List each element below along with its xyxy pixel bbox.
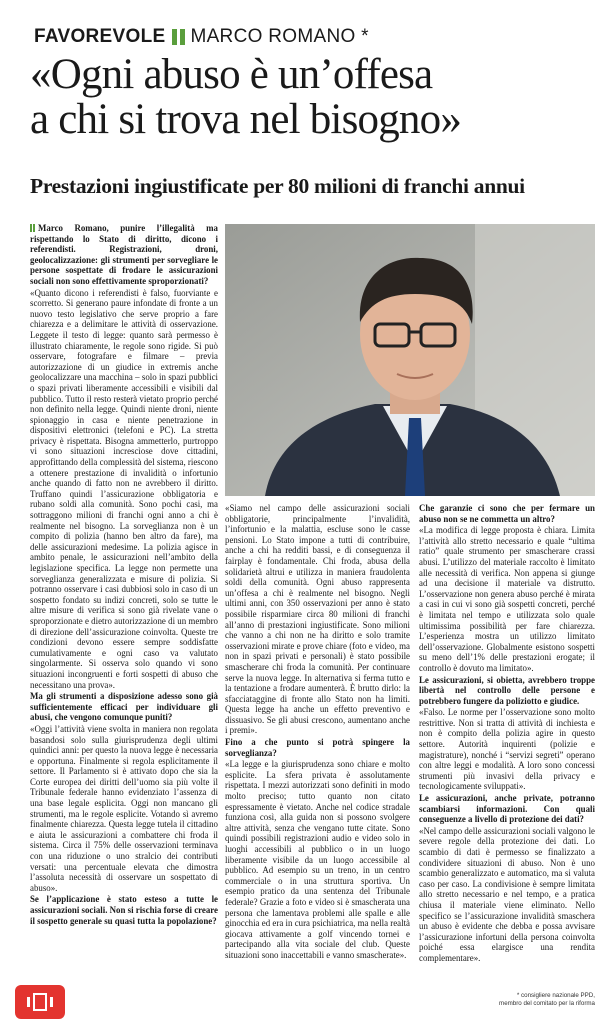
question-2: Ma gli strumenti a disposizione adesso sono già sufficientemente efficaci per individuare gli abusi, che vengono comunque puniti? — [30, 691, 218, 723]
intro-bars-icon — [30, 224, 35, 232]
author-photo — [225, 224, 595, 496]
answer-7: «Nel campo delle assicurazioni sociali valgono le severe regole della protezione dei dati. Lo scambio di dati è permesso se finalizzato a condividere situazioni di abuso. Non è uno scambio generalizzato e automatico, ma si valuta caso per caso. La condivisione è sempre limitata allo stretto necessario e nel tempo, e a pratica chiusa il materiale viene eliminato. Nello specifico se l’assicurazione invalidità smaschera un abuso è evidente che debba e possa avvisare l’assicurazione infortuni della persona coinvolta poiché essa elargisce una rendita complementare». — [419, 825, 595, 963]
article-kicker — [34, 26, 369, 48]
kicker-bars-icon — [172, 29, 185, 45]
question-4: Fino a che punto si potrà spingere la sorveglianza? — [225, 737, 410, 758]
article-column-1 — [30, 223, 218, 1008]
gallery-icon — [25, 992, 55, 1012]
answer-4: «La legge e la giurisprudenza sono chiare e molto esplicite. La sfera privata è assolutamente rispettata. I mezzi autorizzati sono definiti in modo molto preciso; tutto quanto non citato espressamente è vietato. Anche nel codice stradale funziona così, alla guida non si possono svolgere altre attività, senza che vengano tutte citate. Sono quindi possibili registrazioni audio e video solo in luoghi accessibili al pubblico o in un luogo liberamente visibile da un luogo accessibile al pubblico. Ad esempio su un treno, in un centro commerciale o in una struttura sportiva. Un esempio pratico da una sentenza del Tribunale federale? Grazie a foto e video si è smascherata una persona che lamentava problemi alle spalle e alle ginocchia ed era in cura psichiatrica, ma nella realtà giocava attivamente a golf vincendo tornei e partecipando alla vita sociale del club. Queste situazioni sono inaccettabili e vanno smascherate». — [225, 759, 410, 960]
author-name: MARCO ROMANO * — [190, 26, 369, 47]
headline — [30, 52, 590, 142]
article-column-2 — [225, 503, 410, 1013]
gallery-button[interactable] — [15, 985, 65, 1019]
article-column-3 — [419, 503, 595, 983]
headline-line-2: a chi si trova nel bisogno» — [30, 96, 462, 143]
answer-2: «Oggi l’attività viene svolta in maniera non regolata basandosi solo sulla giurisprudenza degli ultimi quindici anni: per questo la nuova legge è necessaria e opportuna. Finalmente si regola esplicitamente il settore. Il Parlamento si è attivato dopo che sia la Corte europea dei diritti dell’uomo sia più volte il Tribunale federale hanno evidenziato l’assenza di una base legale esplicita. Oggi non mancano gli strumenti, ma le regole esplicite. Votando sì avremo finalmente chiarezza. Questa legge tutela il cittadino e aiuta le assicurazioni a combattere chi froda il sistema. Circa il 75% delle osservazioni terminava con una riduzione o uno stralcio dei contributi versati: una percentuale elevata che dimostra l’assoluta necessità di osservare un sospettato di abuso». — [30, 723, 218, 893]
footnote-line-2: membro del comitato per la riforma — [499, 1000, 595, 1007]
answer-3: «Siamo nel campo delle assicurazioni sociali obbligatorie, principalmente l’invalidità, l’infortunio e la malattia, escluse sono le casse pensioni. Lo Stato impone a tutti di contribuire, anche a chi ha redditi bassi, e di conseguenza il fairplay è fondamentale. Chi froda, abusa della solidarietà altrui e utilizza in maniera fraudolenta soldi della comunità. Ogni abuso rappresenta un’offesa a chi è realmente nel bisogno. Negli ultimi anni, con 350 osservazioni per anno è stato possibile risparmiare circa 80 milioni di franchi all’anno di prestazioni ingiustificate. Sono milioni che vanno a chi non ne ha diritto e solo tramite osservazioni mirate e prove chiare (foto e video, ma non in spazi privati e personali) è stato possibile smascherare chi froda la comunità. Per continuare serve la nuova legge. In alternativa si ferma tutto e la tentazione a frodare aumenterà. È brutto dirlo: la sfacciataggine di fronte allo Stato non ha limiti. Questa legge ha anche un effetto preventivo e dissuasivo. Se gli abusi crescono, aumentano anche i premi». — [225, 503, 410, 736]
question-7: Le assicurazioni, anche private, potranno scambiarsi informazioni. Con quali conseguenze a livello di protezione dei dati? — [419, 793, 595, 825]
question-6: Le assicurazioni, si obietta, avrebbero troppe libertà nel controllo delle persone e potrebbero fungere da poliziotto e giudice. — [419, 674, 595, 706]
answer-6: «Falso. Le norme per l’osservazione sono molto restrittive. Non si tratta di attività di inchiesta e non è compito della polizia agire in questo settore. Autorità inquirenti (polizie e magistrature), nonché i “servizi segreti” operano con altre leggi e modalità. A loro sono concessi strumenti più invasivi della privacy e tecnologicamente sviluppati». — [419, 707, 595, 792]
question-5: Che garanzie ci sono che per fermare un abuso non se ne commetta un altro? — [419, 503, 595, 524]
answer-1: «Quanto dicono i referendisti è falso, fuorviante e scorretto. Si generano paure infondate di fronte a un nuovo testo legislativo che serve proprio a fare chiarezza e a delimitare le attività di osservazione. Leggete il testo di legge: quanto sarà permesso è illustrato chiaramente, le regole sono rigide. Si può osservare, fotografare e filmare – previa autorizzazione di un giudice in extremis anche geolocalizzare una macchina – solo in spazi pubblici o spazi privati liberamente accessibili e visibili dal pubblico. Tutto il resto resterà vietato proprio perché non definito nella legge. Quindi niente droni, niente spionaggio in casa e niente penetrazione in dispositivi elettronici (telefoni e PC). La stretta privacy è rispettata. Bisogna ammetterlo, purtroppo vi sono situazioni increscìose dove cittadini, approfittando della complessità del sistema, riescono a ottenere prestazione di invalidità o infortunio anche quando di fatto non ne avrebbero il diritto. Truffano quindi l’assicurazione obbligatoria e rubano soldi alla comunità. Sono pochi casi, ma sottraggono milioni di franchi ogni anno a chi è realmente nel bisogno. La sorveglianza non è un compito di polizia (hanno ben altro da fare), ma delle assicurazioni medesime. La polizia agisce in ambito penale, le assicurazioni nell’ambito della legislazione specifica. La legge non permette una sorveglianza generalizzata e misure di polizia. Si potranno osservare i casi dubbiosi solo in caso di un sospetto fondato su indizi concreti, solo se tutte le altre misure di verifica si sono già rivelate vane o sproporzionate e dietro autorizzazione di un membro di direzione dell’assicurazione coinvolta. Queste tre condizioni devono essere sempre soddisfatte cumulativamente e ogni caso va valutato singolarmente. Si osserva solo quando vi sono situazioni incongruenti e forti sospetti di abuso che necessitano una prova». — [30, 287, 218, 690]
portrait-image — [225, 224, 595, 496]
headline-line-1: «Ogni abuso è un’offesa — [30, 51, 433, 98]
footnote-line-1: * consigliere nazionale PPD, — [516, 992, 595, 999]
author-footnote — [470, 992, 595, 1008]
question-1: Marco Romano, punire l’illegalità ma rispettando lo Stato di diritto, dicono i referendisti. Registrazioni, droni, geolocalizzazione: gli strumenti per sorvegliare le persone sospettate di frodare le assicurazioni sociali non sono effettivamente sproporzionati? — [30, 223, 218, 286]
answer-5: «La modifica di legge proposta è chiara. Limita l’attività allo stretto necessario e quale “ultima ratio” quale strumento per smascherare crassi abusi. L’utilizzo del materiale raccolto è limitato alle necessità di verifica. Non appena si giunge ad una decisione il materiale va distrutto. L’osservazione non genera abuso perché è mirata a casi in cui vi sono già sospetti concreti, perché è limitata nel tempo e utilizzata solo quale ultimissima possibilità per fare chiarezza. L’esperienza mostra un utilizzo limitato dell’osservazione. Globalmente esistono sospetti su meno dell’1% delle prestazioni erogate; il controllo è dovuto ma limitato». — [419, 525, 595, 673]
kicker-label: FAVOREVOLE — [34, 26, 166, 47]
question-3: Se l’applicazione è stato esteso a tutte le assicurazioni sociali. Non si rischia forse di creare il sospetto generale su quasi tutta la popolazione? — [30, 894, 218, 926]
subheadline: Prestazioni ingiustificate per 80 milioni di franchi annui — [30, 174, 525, 198]
